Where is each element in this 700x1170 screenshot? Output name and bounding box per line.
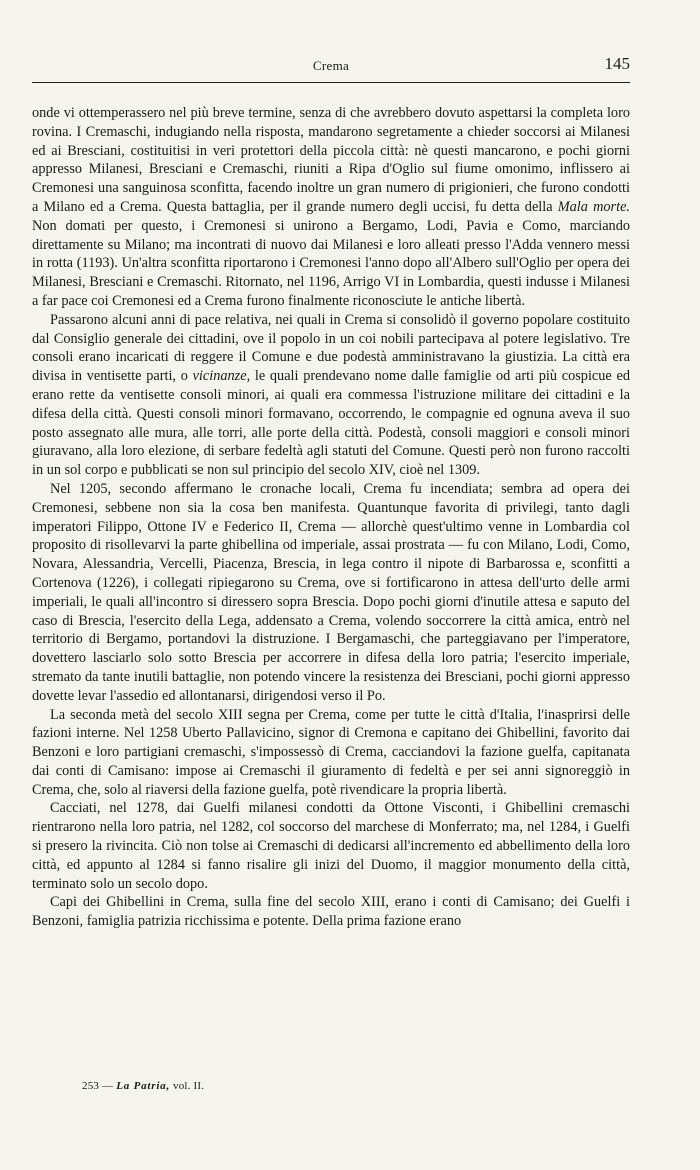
page-footer (82, 1080, 204, 1092)
paragraph (32, 480, 630, 706)
book-title: La Patria, (116, 1080, 171, 1092)
paragraph (32, 706, 630, 800)
text-run: La seconda metà del secolo XIII segna per Crema, come per tutte le città d'Italia, l'inasprirsi delle fazioni interne. Nel 1258 Uberto Pallavicino, signor di Cremona e capitano dei Ghibellini, favorito dai Benzoni e loro partigiani cremaschi, s'impossessò di Crema, cacciandovi la fazione guelfa, capitanata dai conti di Camisano: impose ai Cremaschi il giuramento di fedeltà e per sei anni signoreggiò in Crema, che, solo al riaversi della fazione guelfa, potè rivendicare la propria libertà. (32, 706, 630, 798)
paragraph (32, 893, 630, 931)
printer-signature: 253 — (82, 1080, 114, 1092)
text-run: Non domati per questo, i Cremonesi si unirono a Bergamo, Lodi, Pavia e Como, marciando direttamente su Milano; ma incontrati di nuovo dai Milanesi e loro alleati presso l'Adda vennero messi in rotta (1193). Un'altra sconfitta riportarono i Cremonesi l'anno dopo all'Albero sull'Oglio per opera dei Milanesi, Bresciani e Cremaschi. Ritornato, nel 1196, Arrigo VI in Lombardia, questi indusse i Milanesi a far pace coi Cremonesi ed a Crema furono finalmente riconosciute le antiche libertà. (32, 217, 630, 309)
paragraph (32, 104, 630, 311)
header-rule (32, 82, 630, 83)
paragraph (32, 799, 630, 893)
volume-label: vol. II. (173, 1080, 205, 1092)
paragraph (32, 311, 630, 480)
text-run: onde vi ottemperassero nel più breve termine, senza di che avrebbero dovuto aspettarsi la completa loro rovina. I Cremaschi, indugiando nella risposta, mandarono segretamente a chieder soccorsi ai Milanesi ed ai Bresciani, costituitisi in veri protettori della piccola città: nè questi mancarono, e pochi giorni appresso Milanesi, Bresciani e Cremaschi, riuniti a Ripa d'Oglio sul fiume omonimo, inflissero ai Cremonesi una sanguinosa sconfitta, facendo inoltre un gran numero di prigionieri, che furono condotti a Milano ed a Crema. Questa battaglia, per il grande numero degli uccisi, fu detta della (32, 105, 630, 215)
italic-run: vicinanze, (192, 368, 251, 385)
page-number: 145 (604, 54, 630, 73)
text-run: Nel 1205, secondo affermano le cronache locali, Crema fu incendiata; sembra ad opera dei Cremonesi, sebbene non sia la cosa ben manifesta. Quantunque favorita di privilegi, tanto dagli imperatori Filippo, Ottone IV e Federico II, Crema — allorchè quest'ultimo venne in Lombardia col proposito di risollevarvi la parte ghibellina od imperiale, assai prostrata — fu con Milano, Lodi, Como, Novara, Alessandria, Vercelli, Piacenza, Brescia, in lega contro il nipote di Barbarossa e, sconfitti a Cortenova (1226), i collegati ripiegarono su Crema, ove si fortificarono in attesa dell'urto delle armi imperiali, le quali all'incontro si diressero sopra Brescia. Dopo pochi giorni d'inutile attesa e saputo del caso di Brescia, l'esercito della Lega, addensato a Crema, volendo soccorrere la città amica, entrò nel territorio di Bergamo, portandovi la distruzione. I Bergamaschi, che parteggiavano per l'imperatore, dovettero lasciarlo solo sotto Brescia per accorrere in difesa della loro patria; l'esercito imperiale, stremato da tante inutili battaglie, non potendo vincere la resistenza dei Bresciani, pochi giorni appresso dovette levar l'assedio ed allontanarsi, dirigendosi verso il Po. (32, 480, 630, 704)
body-text (32, 104, 630, 931)
text-run: le quali prendevano nome dalle famiglie od arti più cospicue ed erano rette da ventisette consoli minori, ai quali era commessa l'istruzione militare dei cittadini e la difesa della città. Questi consoli minori formavano, occorrendo, le compagnie ed ognuna aveva il suo posto assegnato alle mura, alle torri, alle porte della città. Podestà, consoli maggiori e consoli minori giuravano, alla loro elezione, di serbare fedeltà agli statuti del Comune. Questi però non furono raccolti in un sol corpo e pubblicati se non sul principio del secolo XIV, cioè nel 1309. (32, 368, 630, 479)
text-run: Cacciati, nel 1278, dai Guelfi milanesi condotti da Ottone Visconti, i Ghibellini cremaschi rientrarono nella loro patria, nel 1282, col soccorso del marchese di Monferrato; ma, nel 1284, i Guelfi si presero la rivincita. Ciò non tolse ai Cremaschi di dedicarsi all'incremento ed abbellimento della loro città, ed appunto al 1284 si fanno risalire gli inizi del Duomo, il maggior monumento della città, terminato solo un secolo dopo. (32, 800, 630, 892)
running-title: Crema (312, 58, 350, 73)
text-run: Capi dei Ghibellini in Crema, sulla fine del secolo XIII, erano i conti di Camisano; dei Guelfi i Benzoni, famiglia patrizia ricchissima e potente. Della prima fazione erano (32, 894, 630, 930)
italic-run: Mala morte. (557, 198, 631, 215)
text-run: Passarono alcuni anni di pace relativa, nei quali in Crema si consolidò il governo popolare costituito dal Consiglio generale dei cittadini, ove il popolo in un coi nobili partecipava al potere legislativo. Tre consoli erano incaricati di reggere il Comune e due podestà amministravano la giustizia. La città era divisa in ventisette parti, o (32, 311, 630, 385)
page-header (32, 54, 630, 78)
